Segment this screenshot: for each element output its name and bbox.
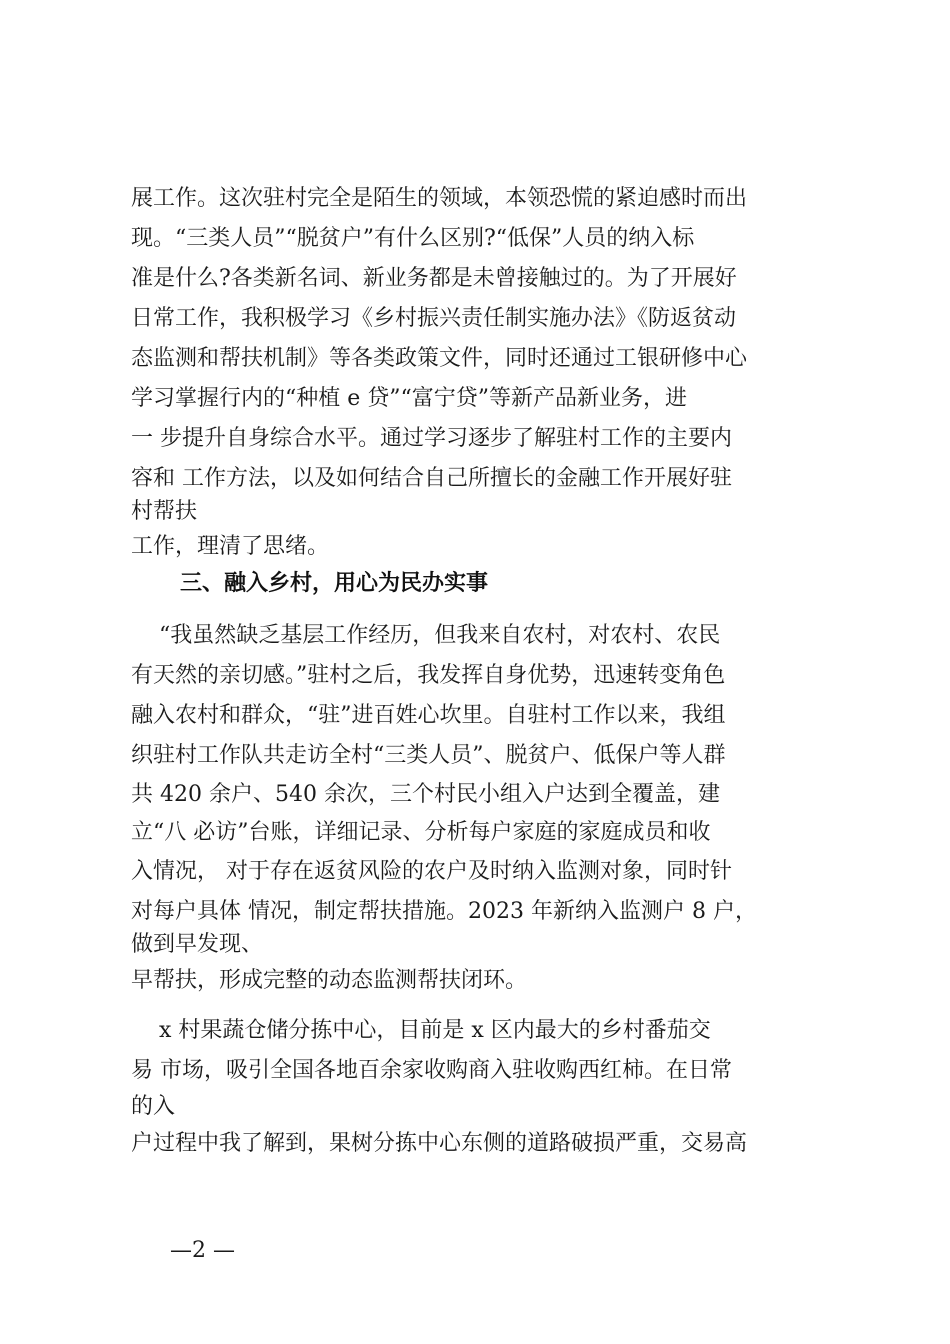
text-line: 对每户具体 情况，制定帮扶措施。2023 年新纳入监测户 8 户， [131, 899, 757, 924]
text-line: 态监测和帮扶机制》等各类政策文件，同时还通过工银研修中心 [131, 346, 748, 371]
text-line: 一 步提升自身综合水平。通过学习逐步了解驻村工作的主要内 [131, 426, 732, 451]
text-line: 融入农村和群众，“驻”进百姓心坎里。自驻村工作以来，我组 [131, 703, 726, 728]
text-line: 有天然的亲切感。”驻村之后，我发挥自身优势，迅速转变角色 [131, 663, 726, 688]
text-line: 入情况， 对于存在返贫风险的农户及时纳入监测对象，同时针 [131, 859, 732, 884]
page-number: —2 — [170, 1238, 235, 1263]
text-line: 展工作。这次驻村完全是陌生的领域，本领恐慌的紧迫感时而出 [131, 186, 748, 211]
text-line: 做到早发现、 [131, 932, 264, 957]
text-line: “我虽然缺乏基层工作经历，但我来自农村，对农村、农民 [131, 623, 721, 648]
text-line: 的入 [131, 1094, 176, 1119]
text-line: x 村果蔬仓储分拣中心，目前是 x 区内最大的乡村番茄交 [131, 1018, 711, 1043]
text-line: 易 市场，吸引全国各地百余家收购商入驻收购西红柿。在日常 [131, 1058, 732, 1083]
text-line: 织驻村工作队共走访全村“三类人员”、脱贫户、低保户等人群 [131, 743, 726, 768]
text-line: 立“八 必访”台账，详细记录、分析每户家庭的家庭成员和收 [131, 820, 711, 845]
text-line: 准是什么?各类新名词、新业务都是未曾接触过的。为了开展好 [131, 266, 737, 291]
text-line: 容和 工作方法，以及如何结合自己所擅长的金融工作开展好驻 [131, 466, 732, 491]
text-line: 学习掌握行内的“种植 e 贷”“富宁贷”等新产品新业务，进 [131, 386, 687, 411]
text-line: 日常工作，我积极学习《乡村振兴责任制实施办法》《防返贫动 [131, 306, 737, 331]
text-line: 共 420 余户、540 余次，三个村民小组入户达到全覆盖，建 [131, 782, 720, 807]
text-line: 村帮扶 [131, 499, 198, 524]
text-line: 工作，理清了思绪。 [131, 534, 330, 559]
text-line: 早帮扶，形成完整的动态监测帮扶闭环。 [131, 968, 528, 993]
text-line: 现。“三类人员”“脱贫户”有什么区别?“低保”人员的纳入标 [131, 226, 695, 251]
section-heading: 三、融入乡村，用心为民办实事 [180, 571, 489, 596]
text-line: 户过程中我了解到，果树分拣中心东侧的道路破损严重，交易高 [131, 1131, 748, 1156]
